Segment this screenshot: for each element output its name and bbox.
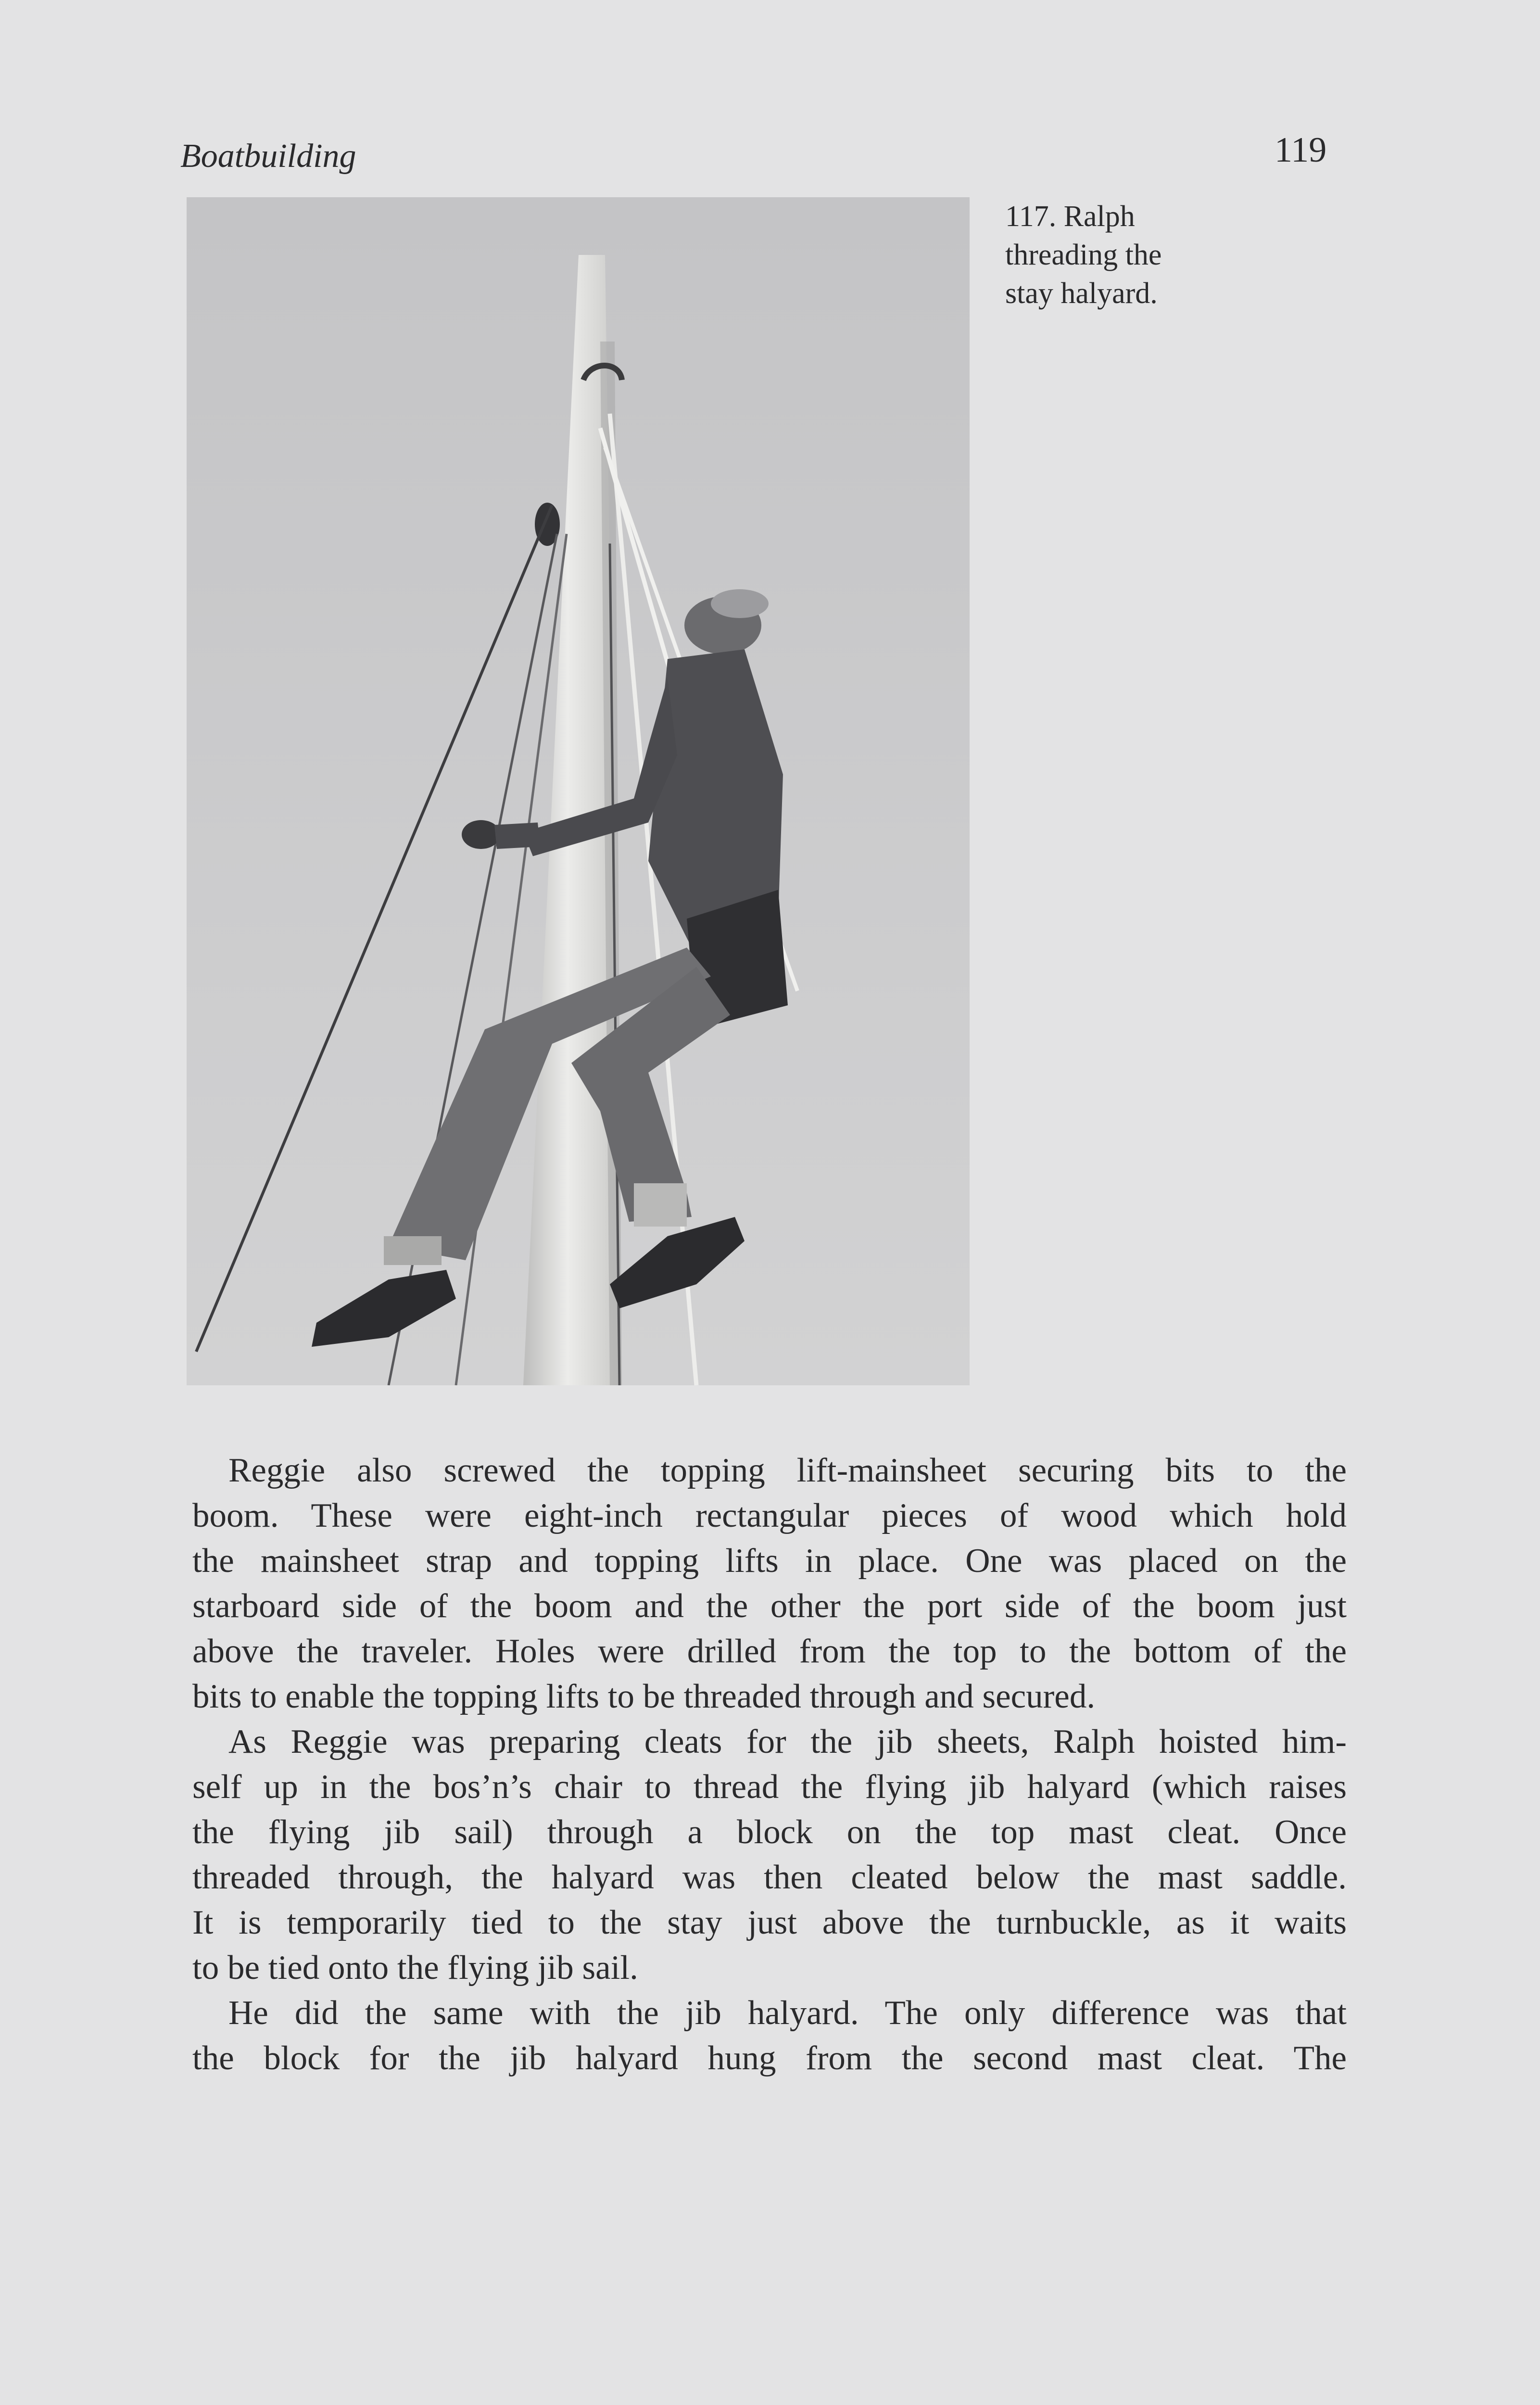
running-head: Boatbuilding xyxy=(180,138,356,175)
sock-right xyxy=(634,1183,687,1227)
text-line: the mainsheet strap and topping lifts in place. One was placed on the xyxy=(192,1542,1347,1580)
caption-line: threading the xyxy=(1005,239,1162,271)
climber-hand xyxy=(462,820,500,849)
text-line: He did the same with the jib halyard. The only difference was that xyxy=(228,1994,1347,2032)
caption-line: 117. Ralph xyxy=(1005,200,1135,233)
body-text xyxy=(192,1448,1347,2081)
text-line: to be tied onto the flying jib sail. xyxy=(192,1949,638,1987)
text-line: It is temporarily tied to the stay just above the turnbuckle, as it waits xyxy=(192,1904,1347,1941)
paragraph-1 xyxy=(192,1448,1347,1719)
sock-left xyxy=(384,1236,442,1265)
text-line: the flying jib sail) through a block on the top mast cleat. Once xyxy=(192,1813,1347,1851)
paragraph-2 xyxy=(192,1719,1347,1990)
text-line: bits to enable the topping lifts to be threaded through and secured. xyxy=(192,1678,1096,1715)
text-line: above the traveler. Holes were drilled from the top to the bottom of the xyxy=(192,1633,1347,1670)
photo-illustration xyxy=(187,197,970,1385)
text-line: self up in the bos’n’s chair to thread the flying jib halyard (which raises xyxy=(192,1768,1347,1806)
climber-cap xyxy=(711,589,769,618)
text-line: boom. These were eight-inch rectangular pieces of wood which hold xyxy=(192,1497,1347,1534)
text-line: starboard side of the boom and the other the port side of the boom just xyxy=(192,1587,1347,1625)
figure-caption xyxy=(1005,197,1255,313)
photo-figure xyxy=(187,197,970,1385)
paragraph-3 xyxy=(192,1990,1347,2081)
text-line: threaded through, the halyard was then cleated below the mast saddle. xyxy=(192,1859,1347,1896)
text-line: Reggie also screwed the topping lift-mainsheet securing bits to the xyxy=(228,1452,1347,1489)
caption-line: stay halyard. xyxy=(1005,277,1158,310)
climber-forearm xyxy=(494,823,540,849)
text-line: the block for the jib halyard hung from the second mast cleat. The xyxy=(192,2039,1347,2077)
text-line: As Reggie was preparing cleats for the jib sheets, Ralph hoisted him- xyxy=(228,1723,1347,1760)
page-number: 119 xyxy=(1275,130,1327,170)
